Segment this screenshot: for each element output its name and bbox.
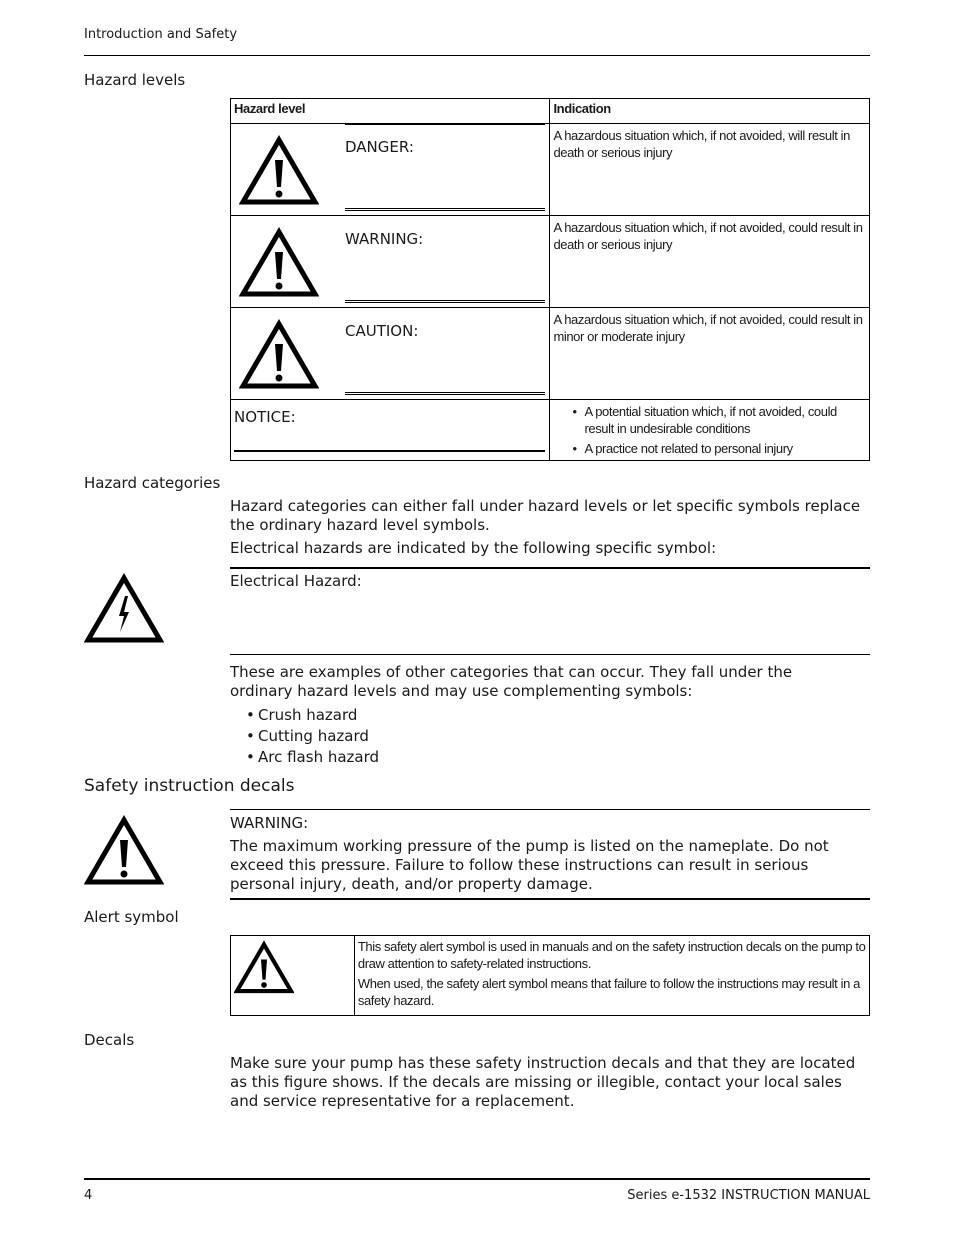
hazard-row-notice bbox=[231, 400, 870, 461]
alert-symbol-p1: This safety alert symbol is used in manuals and on the safety instruction decals on the pump to draw attention to safety-related instructions. bbox=[357, 939, 866, 971]
warning-label: WARNING: bbox=[345, 230, 424, 248]
alert-symbol-heading: Alert symbol bbox=[84, 908, 179, 926]
decals-text: Make sure your pump has these safety instruction decals and that they are located as this figure shows. If the decals are missing or illegible, contact your local sales and service representative for a replacement. bbox=[230, 1054, 856, 1110]
danger-label: DANGER: bbox=[345, 138, 414, 156]
hazard-levels-table bbox=[230, 98, 870, 461]
list-item: • Cutting hazard bbox=[258, 726, 379, 747]
hazard-categories-heading: Hazard categories bbox=[84, 474, 221, 492]
notice-bullet: • A practice not related to personal injury bbox=[584, 440, 866, 457]
warning-triangle-icon bbox=[84, 814, 164, 886]
page-number: 4 bbox=[84, 1188, 93, 1203]
col-indication: Indication bbox=[550, 99, 870, 124]
caution-label: CAUTION: bbox=[345, 322, 419, 340]
hazard-categories-p1: Hazard categories can either fall under hazard levels or let specific symbols replace the ordinary hazard level symbols. bbox=[230, 497, 861, 534]
col-hazard-level: Hazard level bbox=[231, 99, 550, 124]
warning-top-rule bbox=[230, 809, 870, 810]
decals-heading: Decals bbox=[84, 1031, 135, 1049]
decal-warning-text: The maximum working pressure of the pump is listed on the nameplate. Do not exceed this pressure. Failure to follow these instructions can result in serious personal injury, death, and/or property damage. bbox=[230, 837, 829, 893]
header-rule bbox=[84, 55, 870, 56]
category-examples-list bbox=[238, 705, 379, 768]
safety-decals-heading: Safety instruction decals bbox=[84, 776, 295, 796]
warning-triangle-icon bbox=[239, 134, 319, 206]
warning-indication: A hazardous situation which, if not avoided, could result in death or serious injury bbox=[550, 216, 870, 308]
danger-indication: A hazardous situation which, if not avoided, will result in death or serious injury bbox=[550, 124, 870, 216]
running-header: Introduction and Safety bbox=[84, 27, 238, 42]
warning-bottom-rule bbox=[230, 898, 870, 900]
list-item: • Arc flash hazard bbox=[258, 747, 379, 768]
safety-alert-icon bbox=[234, 940, 294, 994]
decal-warning-label: WARNING: bbox=[230, 814, 309, 832]
caution-indication: A hazardous situation which, if not avoided, could result in minor or moderate injury bbox=[550, 308, 870, 400]
notice-label: NOTICE: bbox=[234, 408, 296, 426]
hazard-row-danger bbox=[231, 124, 870, 216]
hazard-categories-p3: These are examples of other categories that can occur. They fall under the ordinary hazard levels and may use complementing symbols: bbox=[230, 663, 793, 700]
alert-symbol-table bbox=[230, 935, 870, 1016]
hazard-row-caution bbox=[231, 308, 870, 400]
list-item: • Crush hazard bbox=[258, 705, 379, 726]
alert-symbol-p2: When used, the safety alert symbol means that failure to follow the instructions may result in a safety hazard. bbox=[357, 976, 860, 1008]
hazard-row-warning bbox=[231, 216, 870, 308]
hazard-levels-heading: Hazard levels bbox=[84, 71, 186, 89]
electrical-bottom-rule bbox=[230, 654, 870, 655]
footer-rule bbox=[84, 1178, 870, 1180]
warning-triangle-icon bbox=[239, 318, 319, 390]
warning-triangle-icon bbox=[239, 226, 319, 298]
notice-bullet: • A potential situation which, if not avoided, could result in undesirable conditions bbox=[584, 403, 866, 437]
manual-title: Series e-1532 INSTRUCTION MANUAL bbox=[627, 1188, 870, 1203]
electrical-hazard-icon bbox=[84, 572, 164, 644]
electrical-top-rule bbox=[230, 567, 870, 569]
electrical-hazard-label: Electrical Hazard: bbox=[230, 572, 362, 590]
hazard-categories-p2: Electrical hazards are indicated by the following specific symbol: bbox=[230, 539, 717, 557]
